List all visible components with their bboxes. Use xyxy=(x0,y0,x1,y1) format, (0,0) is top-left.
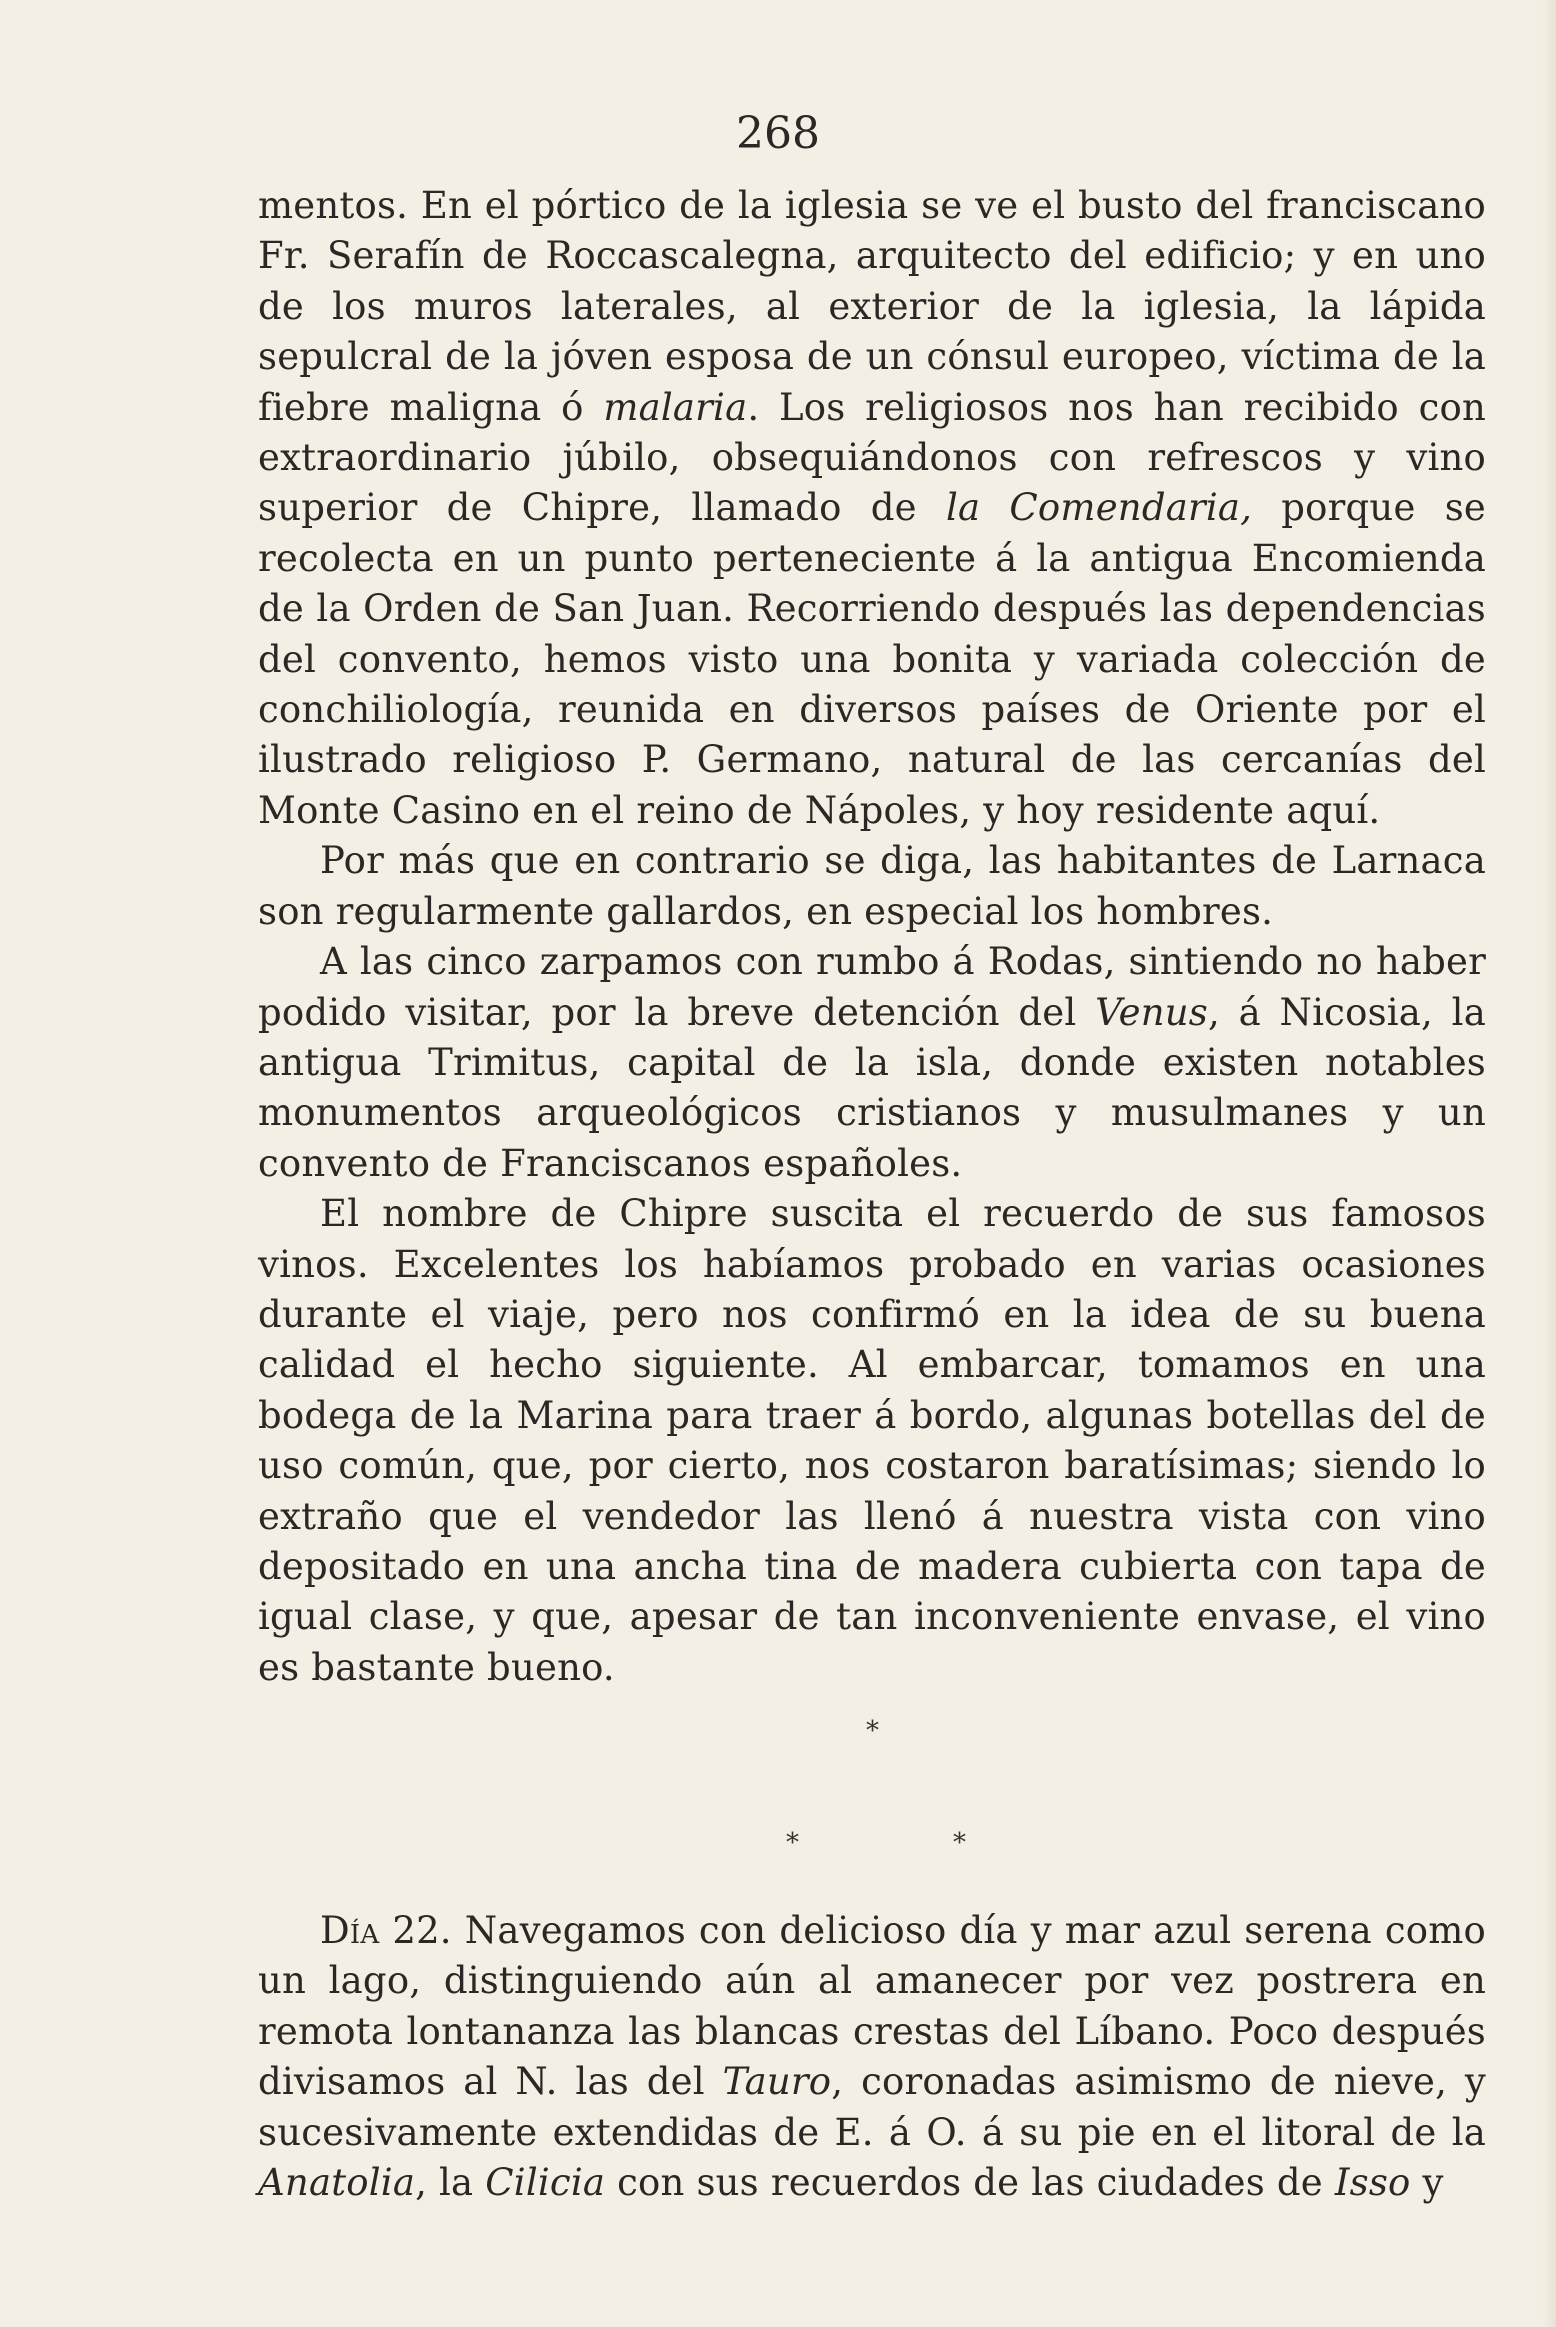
section-separator-asterisk: * xyxy=(786,1828,799,1858)
text-segment: . Los religiosos nos han recibido con extraordinario júbilo, obsequiándonos con refrescos y vino superior de Chipre, llamado de xyxy=(258,385,1486,530)
text-segment: , á Nicosia, la antigua Trimitus, capital de la isla, donde existen notables monumentos arqueológicos cristianos y musulmanes y un convento de Franciscanos españoles. xyxy=(258,990,1486,1185)
page-number: 268 xyxy=(736,108,820,159)
italic-term: Tauro xyxy=(722,2060,832,2104)
day-heading: Día xyxy=(320,1909,380,1952)
text-segment: A las cinco zarpamos con rumbo á Rodas, sintiendo no haber podido visitar, por la breve detención del xyxy=(258,940,1486,1034)
paragraph-1 xyxy=(258,181,1486,836)
italic-term: Venus xyxy=(1095,990,1208,1034)
text-segment: , coronadas asimismo de nieve, y sucesivamente extendidas de E. á O. á su pie en el litoral de la xyxy=(258,2060,1486,2154)
italic-term: Anatolia xyxy=(258,2161,416,2205)
paragraph-2 xyxy=(258,836,1486,937)
text-segment: con sus recuerdos de las ciudades de xyxy=(605,2161,1335,2205)
paragraph-3 xyxy=(258,937,1486,1189)
text-segment: y xyxy=(1410,2161,1444,2205)
body-text-bottom xyxy=(258,1906,1486,2208)
italic-term: malaria xyxy=(603,385,748,429)
paragraph-4 xyxy=(258,1189,1486,1693)
text-segment: Por más que en contrario se diga, las habitantes de Larnaca son regularmente gallardos, en especial los hombres. xyxy=(258,839,1486,933)
italic-term: Cilicia xyxy=(485,2161,606,2205)
body-text-top xyxy=(258,181,1486,1693)
section-separator-asterisk: * xyxy=(866,1716,879,1746)
italic-term: Isso xyxy=(1334,2161,1411,2205)
text-segment: mentos. En el pórtico de la iglesia se ve el busto del franciscano Fr. Serafín de Roccascalegna, arquitecto del edificio; y en uno de los muros laterales, al exterior de la iglesia, la lápida sepulcral de la jóven esposa de un cónsul europeo, víctima de la fiebre maligna ó xyxy=(258,184,1486,429)
text-segment: porque se recolecta en un punto perteneciente á la antigua Encomienda de la Orden de San Juan. Recorriendo después las dependencias del convento, hemos visto una bonita y variada colección de conchiliología, reunida en diversos países de Oriente por el ilustrado religioso P. Germano, natural de las cercanías del Monte Casino en el reino de Nápoles, y hoy residente aquí. xyxy=(258,486,1487,832)
text-segment: El nombre de Chipre suscita el recuerdo de sus famosos vinos. Excelentes los habíamos probado en varias ocasiones durante el viaje, pero nos confirmó en la idea de su buena calidad el hecho siguiente. Al embarcar, tomamos en una bodega de la Marina para traer á bordo, algunas botellas del de uso común, que, por cierto, nos costaron baratísimas; siendo lo extraño que el vendedor las llenó á nuestra vista con vino depositado en una ancha tina de madera cubierta con tapa de igual clase, y que, apesar de tan inconveniente envase, el vino es bastante bueno. xyxy=(258,1192,1486,1689)
italic-term: la Comendaria, xyxy=(945,486,1253,530)
page-edge-shadow xyxy=(1542,0,1556,2327)
text-segment: 22. Navegamos con delicioso día y mar azul serena como un lago, distinguiendo aún al amanecer por vez postrera en remota lontananza las blancas crestas del Líbano. Poco después divisamos al N. las del xyxy=(258,1909,1486,2104)
section-separator-asterisk: * xyxy=(953,1828,966,1858)
text-segment: , la xyxy=(415,2161,486,2205)
paragraph-day-22 xyxy=(258,1906,1486,2208)
